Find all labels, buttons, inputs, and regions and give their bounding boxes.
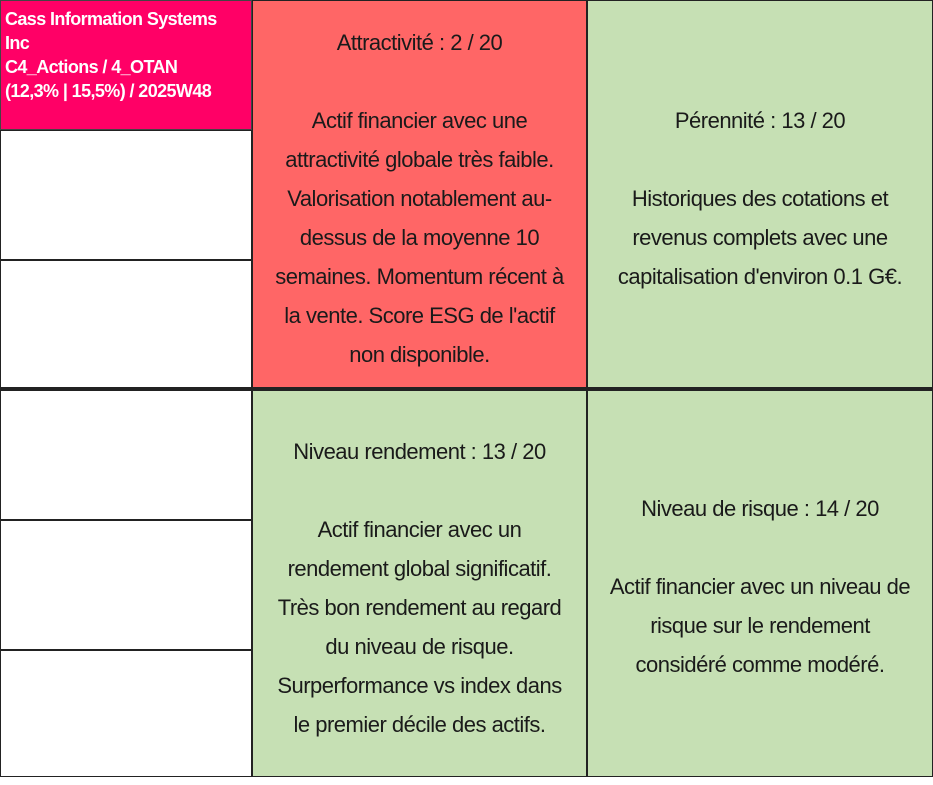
risque-desc-line: Actif financier avec un niveau de bbox=[609, 574, 911, 599]
attractivite-desc-line: dessus de la moyenne 10 bbox=[299, 225, 540, 250]
blank-cell-2 bbox=[0, 260, 252, 388]
rendement-title: Niveau rendement : 13 / 20 bbox=[293, 439, 546, 464]
risque-desc-line: risque sur le rendement bbox=[650, 613, 870, 638]
rendement-desc-line: rendement global significatif. bbox=[287, 556, 552, 581]
perennite-card bbox=[587, 0, 933, 388]
perennite-desc-line: capitalisation d'environ 0.1 G€. bbox=[617, 264, 903, 289]
rendement-desc-line: Actif financier avec un bbox=[317, 517, 522, 542]
blank-cell-1 bbox=[0, 130, 252, 260]
asset-header-cell bbox=[0, 0, 252, 130]
attractivite-desc-line: Valorisation notablement au- bbox=[287, 186, 552, 211]
risque-desc-line: considéré comme modéré. bbox=[635, 652, 885, 677]
asset-name-line-1: Cass Information Systems bbox=[5, 9, 217, 29]
asset-name-line-2: Inc bbox=[5, 33, 30, 53]
rendement-desc-line: le premier décile des actifs. bbox=[293, 712, 546, 737]
risque-title: Niveau de risque : 14 / 20 bbox=[641, 496, 879, 521]
attractivite-desc-line: non disponible. bbox=[349, 342, 490, 367]
perennite-title: Pérennité : 13 / 20 bbox=[674, 108, 846, 133]
attractivite-title: Attractivité : 2 / 20 bbox=[336, 30, 503, 55]
attractivite-desc-line: la vente. Score ESG de l'actif bbox=[284, 303, 555, 328]
perennite-desc-line: revenus complets avec une bbox=[632, 225, 888, 250]
rendement-desc-line: Surperformance vs index dans bbox=[277, 673, 562, 698]
rendement-desc-line: du niveau de risque. bbox=[325, 634, 514, 659]
rendement-card bbox=[252, 390, 587, 777]
attractivite-desc-line: semaines. Momentum récent à bbox=[275, 264, 564, 289]
rendement-desc-line: Très bon rendement au regard bbox=[277, 595, 562, 620]
attractivite-card bbox=[252, 0, 587, 388]
blank-cell-4 bbox=[0, 520, 252, 650]
section-divider bbox=[0, 388, 933, 390]
risque-card bbox=[587, 390, 933, 777]
asset-category: C4_Actions / 4_OTAN bbox=[5, 57, 178, 77]
blank-cell-3 bbox=[0, 390, 252, 520]
blank-cell-5 bbox=[0, 650, 252, 777]
asset-period: (12,3% | 15,5%) / 2025W48 bbox=[5, 81, 212, 101]
attractivite-desc-line: attractivité globale très faible. bbox=[285, 147, 554, 172]
attractivite-desc-line: Actif financier avec une bbox=[311, 108, 528, 133]
perennite-desc-line: Historiques des cotations et bbox=[631, 186, 889, 211]
